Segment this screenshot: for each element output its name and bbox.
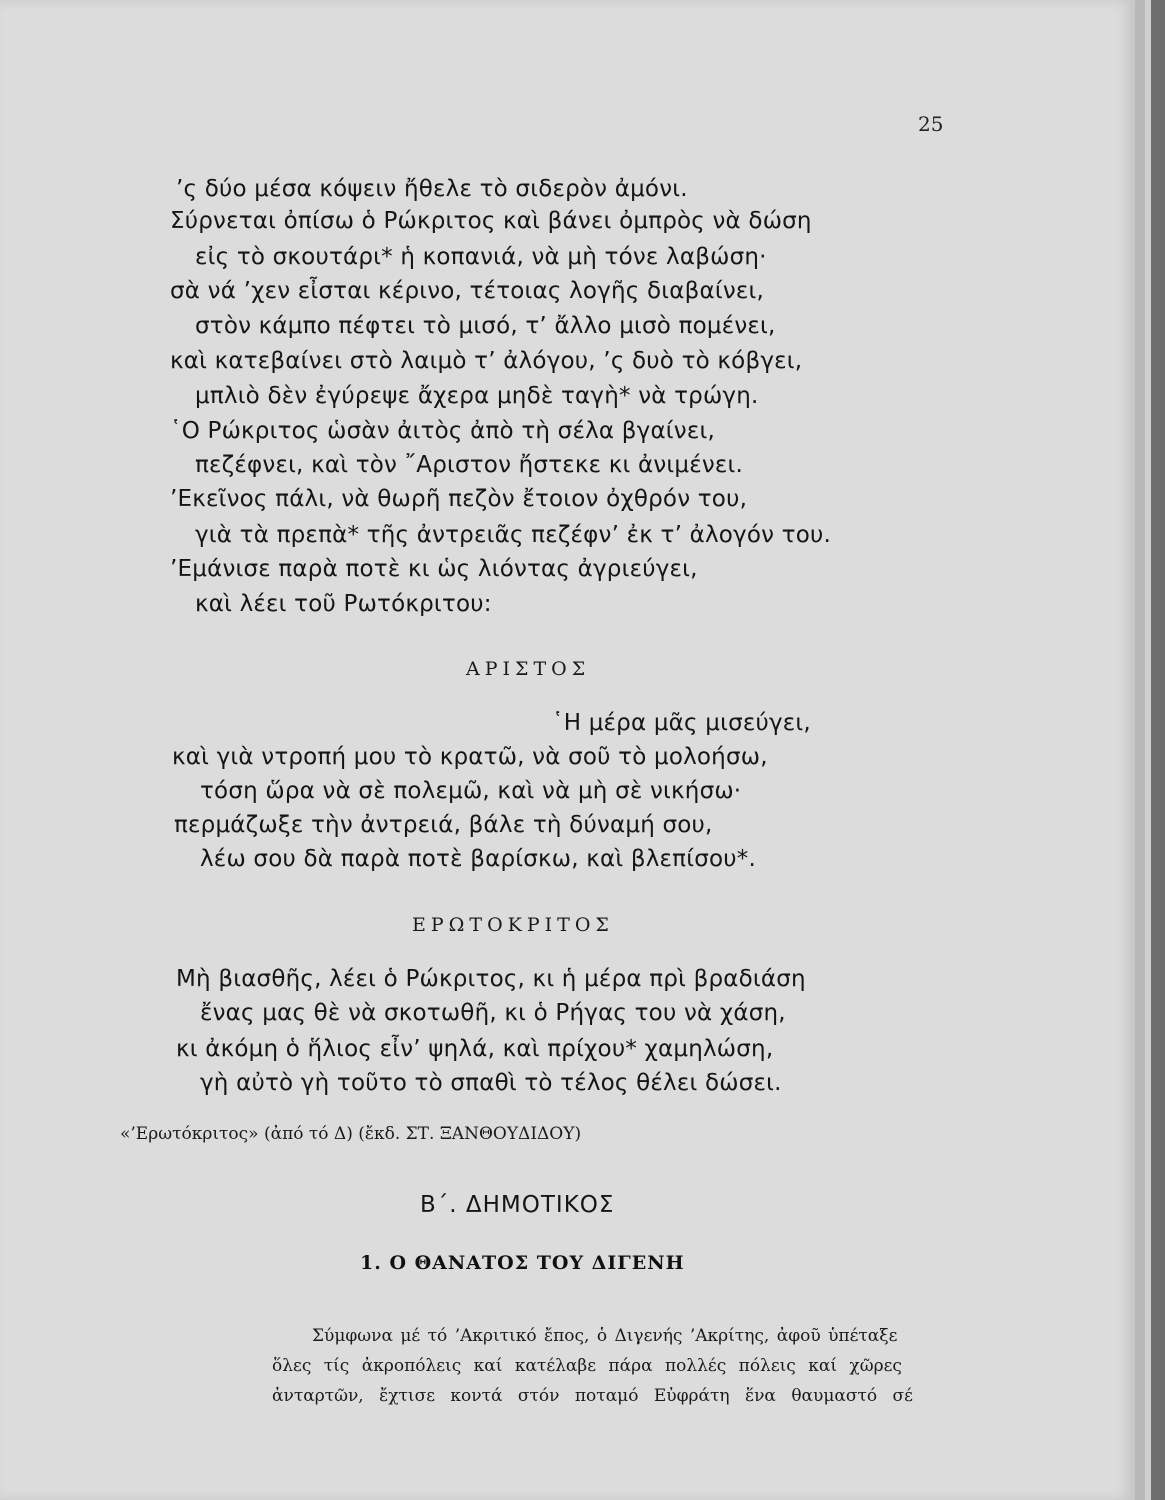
verse-line: Σύρνεται ὀπίσω ὁ Ρώκριτος καὶ βάνει ὀμπρὸς νὰ δώση xyxy=(170,208,812,234)
verse-line: καὶ γιὰ ντροπή μου τὸ κρατῶ, νὰ σοῦ τὸ μολοήσω, xyxy=(172,744,768,770)
speaker-heading-erotokritos: ΕΡΩΤΟΚΡΙΤΟΣ xyxy=(412,914,614,936)
page-edge xyxy=(1135,0,1145,1500)
verse-line: τόση ὥρα νὰ σὲ πολεμῶ, καὶ νὰ μὴ σὲ νικήσω· xyxy=(200,778,742,804)
verse-line: λέω σου δὰ παρὰ ποτὲ βαρίσκω, καὶ βλεπίσου*. xyxy=(200,846,756,872)
prose-line: ἀνταρτῶν, ἔχτισε κοντά στόν ποταμό Εὐφράτη ἕνα θαυμαστό σέ xyxy=(272,1386,913,1406)
verse-line: καὶ λέει τοῦ Ρωτόκριτου: xyxy=(195,591,492,617)
verse-line: ’Εμάνισε παρὰ ποτὲ κι ὡς λιόντας ἀγριεύγει, xyxy=(170,556,698,582)
verse-line: Μὴ βιασθῆς, λέει ὁ Ρώκριτος, κι ἡ μέρα πρὶ βραδιάση xyxy=(176,966,806,992)
verse-line: στὸν κάμπο πέφτει τὸ μισό, τ’ ἄλλο μισὸ πομένει, xyxy=(195,313,776,339)
verse-line: ’ς δύο μέσα κόψειν ἤθελε τὸ σιδερὸν ἀμόνι. xyxy=(176,176,688,202)
verse-line: περμάζωξε τὴν ἀντρειά, βάλε τὴ δύναμή σου, xyxy=(174,812,713,838)
prose-line: Σύμφωνα μέ τό ’Ακριτικό ἔπος, ὁ Διγενής ’Ακρίτης, ἀφοῦ ὑπέταξε xyxy=(312,1326,898,1346)
prose-line: ὅλες τίς ἀκροπόλεις καί κατέλαβε πάρα πολλές πόλεις καί χῶρες xyxy=(272,1356,902,1376)
verse-line: γιὰ τὰ πρεπὰ* τῆς ἀντρειᾶς πεζέφν’ ἐκ τ’ ἀλογόν του. xyxy=(195,522,832,548)
verse-line: εἰς τὸ σκουτάρι* ἡ κοπανιά, νὰ μὴ τόνε λαβώση· xyxy=(195,244,767,270)
verse-line: ’Εκεῖνος πάλι, νὰ θωρῆ πεζὸν ἔτοιον ὀχθρόν του, xyxy=(170,486,748,512)
page-number: 25 xyxy=(918,112,944,136)
verse-line: ῾Ο Ρώκριτος ὡσὰν ἀιτὸς ἀπὸ τὴ σέλα βγαίνει, xyxy=(170,418,715,444)
speaker-heading-aristos: ΑΡΙΣΤΟΣ xyxy=(466,658,591,680)
poem-title: 1. Ο ΘΑΝΑΤΟΣ ΤΟΥ ΔΙΓΕΝΗ xyxy=(360,1252,685,1274)
verse-line: γὴ αὐτὸ γὴ τοῦτο τὸ σπαθὶ τὸ τέλος θέλει δώσει. xyxy=(200,1070,782,1096)
verse-line: σὰ νά ’χεν εἶσται κέρινο, τέτοιας λογῆς διαβαίνει, xyxy=(170,278,765,304)
verse-line: καὶ κατεβαίνει στὸ λαιμὸ τ’ ἀλόγου, ’ς δυὸ τὸ κόβγει, xyxy=(170,348,803,374)
verse-line: μπλιὸ δὲν ἐγύρεψε ἄχερα μηδὲ ταγὴ* νὰ τρώγη. xyxy=(195,383,759,409)
page-edge xyxy=(1151,0,1165,1500)
verse-line: ἔνας μας θὲ νὰ σκοτωθῆ, κι ὁ Ρήγας του νὰ χάση, xyxy=(200,1000,786,1026)
section-heading: Β΄. ΔΗΜΟΤΙΚΟΣ xyxy=(420,1192,615,1218)
verse-line: ῾Η μέρα μᾶς μισεύγει, xyxy=(552,710,811,736)
verse-line: πεζέφνει, καὶ τὸν ῎Αριστον ἤστεκε κι ἀνιμένει. xyxy=(195,452,744,478)
source-citation: «’Ερωτόκριτος» (ἀπό τό Δ) (ἔκδ. ΣΤ. ΞΑΝΘΟΥΔΙΔΟΥ) xyxy=(120,1124,582,1144)
verse-line: κι ἀκόμη ὁ ἥλιος εἶν’ ψηλά, καὶ πρίχου* χαμηλώση, xyxy=(176,1036,774,1062)
